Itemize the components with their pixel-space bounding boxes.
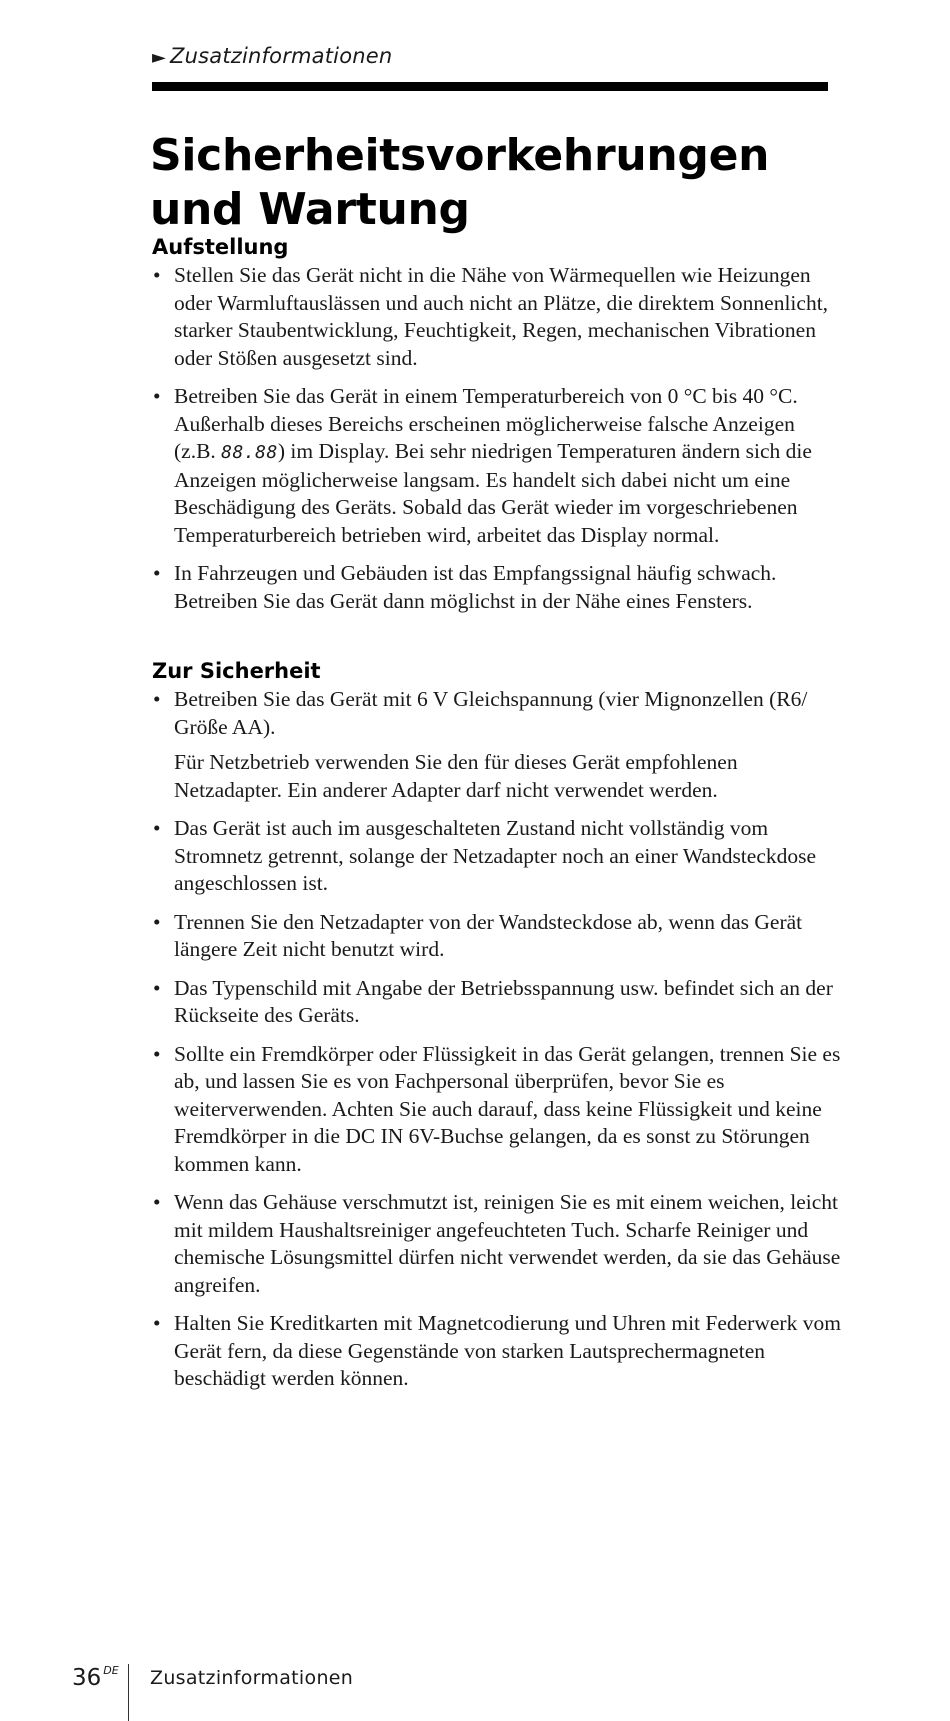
page-number xyxy=(72,1664,119,1691)
bullet-icon: • xyxy=(153,1190,161,1214)
list-item xyxy=(152,1189,842,1299)
sicherheit-list xyxy=(152,686,842,741)
section-heading-aufstellung: Aufstellung xyxy=(152,235,289,259)
list-item xyxy=(152,909,842,964)
language-code: DE xyxy=(103,1664,119,1677)
sicherheit-list-continued xyxy=(152,815,842,1393)
aufstellung-list xyxy=(152,262,842,615)
footer-divider xyxy=(128,1664,129,1721)
list-item-continuation: Für Netzbetrieb verwenden Sie den für dieses Gerät empfohlenen Netzadapter. Ein anderer Adapter darf nicht verwendet werden. xyxy=(174,750,738,802)
list-item xyxy=(152,686,842,741)
lcd-display-example: 88.88 xyxy=(221,442,278,463)
bullet-icon: • xyxy=(153,975,161,1000)
section-heading-zur-sicherheit: Zur Sicherheit xyxy=(152,659,321,683)
bullet-icon: • xyxy=(153,687,161,711)
bullet-icon: • xyxy=(153,1041,161,1066)
bullet-icon: • xyxy=(153,909,161,934)
bullet-icon: • xyxy=(153,816,161,840)
footer-section-label: Zusatzinformationen xyxy=(150,1667,354,1689)
list-item xyxy=(152,560,842,615)
triangle-icon: ► xyxy=(152,47,167,68)
list-item-text: Das Gerät ist auch im ausgeschalteten Zustand nicht vollständig vom Stromnetz getrennt, solange der Netzadapter noch an einer Wandsteckdose angeschlossen ist. xyxy=(174,816,817,895)
heading-rule xyxy=(152,82,828,91)
list-item-text: Betreiben Sie das Gerät mit 6 V Gleichspannung (vier Mignonzellen (R6/ Größe AA). xyxy=(174,687,808,739)
list-item xyxy=(152,975,842,1030)
list-item xyxy=(152,815,842,898)
section-breadcrumb xyxy=(152,44,392,68)
list-item-text: Betreiben Sie das Gerät in einem Temperaturbereich von 0 °C bis 40 °C. Außerhalb dieses Bereichs erscheinen möglicherweise falsche Anzeigen (z.B. xyxy=(174,384,798,463)
page-number-value: 36 xyxy=(72,1665,102,1691)
list-item-text: Sollte ein Fremdkörper oder Flüssigkeit in das Gerät gelangen, trennen Sie es ab, und lassen Sie es von Fachpersonal überprüfen, bevor Sie es weiterverwenden. Achten Sie auch darauf, dass keine Flüssigkeit und keine Fremdkörper in die DC IN 6V-Buchse gelangen, da es sonst zu Störungen kommen kann. xyxy=(174,1041,841,1176)
list-item-text: ) im Display. Bei sehr niedrigen Temperaturen ändern sich die Anzeigen möglicherweise langsam. Es handelt sich dabei nicht um eine Beschädigung des Geräts. Sobald das Gerät wieder im vorgeschriebenen Temperaturbereich betrieben wird, arbeitet das Display normal. xyxy=(174,439,812,547)
list-item-text: Wenn das Gehäuse verschmutzt ist, reinigen Sie es mit einem weichen, leicht mit mildem Haushaltsreiniger angefeuchteten Tuch. Scharfe Reiniger und chemische Lösungsmittel dürfen nicht verwendet werden, da sie das Gehäuse angreifen. xyxy=(174,1190,841,1297)
list-item-text: Das Typenschild mit Angabe der Betriebsspannung usw. befindet sich an der Rückseite des Geräts. xyxy=(174,975,833,1027)
list-item xyxy=(152,262,842,372)
list-item-text: In Fahrzeugen und Gebäuden ist das Empfangssignal häufig schwach. Betreiben Sie das Gerät dann möglichst in der Nähe eines Fensters. xyxy=(174,561,777,613)
bullet-icon: • xyxy=(153,384,161,408)
section-breadcrumb-label: Zusatzinformationen xyxy=(170,44,393,68)
list-item xyxy=(152,1041,842,1179)
bullet-icon: • xyxy=(153,561,161,585)
list-item xyxy=(152,1310,842,1393)
list-item-text: Stellen Sie das Gerät nicht in die Nähe von Wärmequellen wie Heizungen oder Warmluftauslässen und auch nicht an Plätze, die direktem Sonnenlicht, starker Staubentwicklung, Feuchtigkeit, Regen, mechanischen Vibrationen oder Stößen ausgesetzt sind. xyxy=(174,263,829,370)
bullet-icon: • xyxy=(153,263,161,287)
list-item xyxy=(152,383,842,549)
list-item-text: Trennen Sie den Netzadapter von der Wandsteckdose ab, wenn das Gerät längere Zeit nicht benutzt wird. xyxy=(174,909,803,961)
page-content xyxy=(152,232,842,1404)
list-item-text: Halten Sie Kreditkarten mit Magnetcodierung und Uhren mit Federwerk vom Gerät fern, da diese Gegenstände von starken Lautsprechermagneten beschädigt werden können. xyxy=(174,1311,841,1390)
page-title: Sicherheitsvorkehrungen und Wartung xyxy=(150,130,770,236)
bullet-icon: • xyxy=(153,1311,161,1335)
